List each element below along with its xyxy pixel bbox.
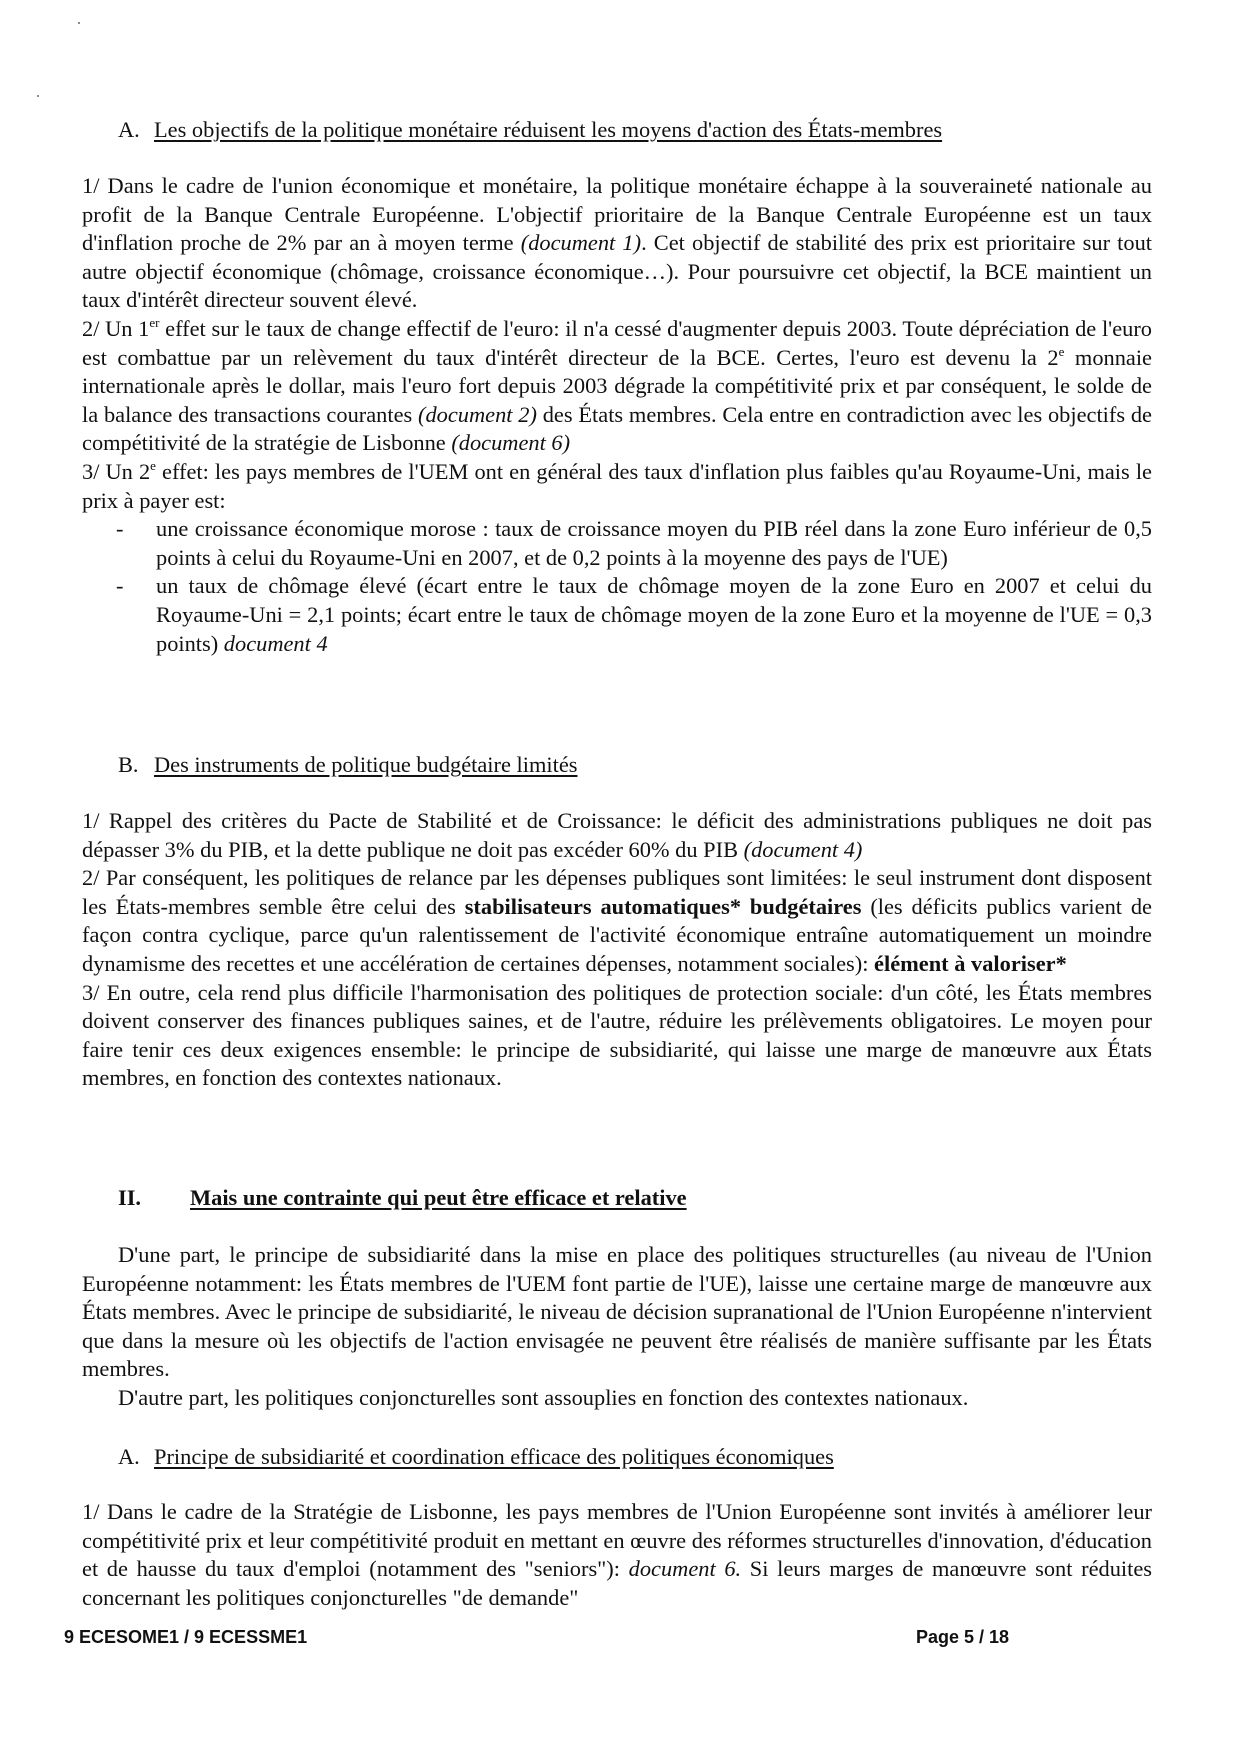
section-a-letter: A. (118, 117, 140, 142)
paragraph: 1/ Dans le cadre de l'union économique et monétaire, la politique monétaire échappe à la souveraineté nationale au profit de la Banque Centrale Européenne. L'objectif prioritaire de la Banque Centrale Européenne est un taux d'inflation proche de 2% par an à moyen terme (document 1). Cet objectif de stabilité des prix est prioritaire sur tout autre objectif économique (chômage, croissance économique…). Pour poursuivre cet objectif, la BCE maintient un taux d'intérêt directeur souvent élevé. (82, 173, 1152, 313)
emphasis: élément à valoriser* (874, 950, 1067, 976)
section-a-body (82, 172, 1152, 658)
section-ii-title: Mais une contrainte qui peut être efficace et relative (190, 1185, 687, 1210)
paragraph: 1/ Rappel des critères du Pacte de Stabilité et de Croissance: le déficit des administrations publiques ne doit pas dépasser 3% du PIB, et la dette publique ne doit pas excéder 60% du PIB (document 4) (82, 808, 1152, 862)
scan-speck (37, 95, 39, 97)
footer-exam-code: 9 ECESOME1 / 9 ECESSME1 (64, 1627, 308, 1647)
section-a-heading (118, 116, 1118, 145)
paragraph: 3/ En outre, cela rend plus difficile l'harmonisation des politiques de protection sociale: d'un côté, les États membres doivent conserver des finances publiques saines, et de l'autre, réduire les prélèvements obligatoires. Le moyen pour faire tenir ces deux exigences ensemble: le principe de subsidiarité, qui laisse une marge de manœuvre aux États membres, en fonction des contextes nationaux. (82, 979, 1152, 1091)
document-reference: (document 2) (418, 401, 537, 427)
section-b-heading (118, 751, 1118, 780)
paragraph: 2/ Par conséquent, les politiques de relance par les dépenses publiques sont limitées: le seul instrument dont disposent les États-membres semble être celui des stabilisateurs automatiques* budgétaires (les déficits publics varient de façon contra cyclique, parce qu'un ralentissement de l'activité économique entraîne automatiquement un moindre dynamisme des recettes et une accélération de certaines dépenses, notamment sociales): élément à valoriser* (82, 865, 1152, 976)
paragraph: D'autre part, les politiques conjoncturelles sont assouplies en fonction des contextes nationaux. (118, 1384, 969, 1410)
section-ii-intro (82, 1241, 1152, 1413)
document-reference: (document 6) (451, 430, 571, 456)
document-reference: document 6. (628, 1556, 742, 1582)
footer-page-number: Page 5 / 18 (916, 1627, 1010, 1647)
section-b-body (82, 807, 1152, 1093)
section-ii-heading (118, 1184, 1118, 1213)
paragraph: 1/ Dans le cadre de la Stratégie de Lisbonne, les pays membres de l'Union Européenne sont invités à améliorer leur compétitivité prix et leur compétitivité produit en mettant en œuvre des réformes structurelles d'innovation, d'éducation et de hausse du taux d'emploi (notamment des "seniors"): document 6. Si leurs marges de manœuvre sont réduites concernant les politiques conjoncturelles "de demande" (82, 1499, 1152, 1610)
paragraph: D'une part, le principe de subsidiarité dans la mise en place des politiques structurelles (au niveau de l'Union Européenne notamment: les États membres de l'UEM font partie de l'UE), laisse une certaine marge de manœuvre aux États membres. Avec le principe de subsidiarité, le niveau de décision supranational de l'Union Européenne n'intervient que dans la mesure où les objectifs de l'action envisagée ne peuvent être réalisés de manière suffisante par les États membres. (82, 1242, 1152, 1382)
section-iia-body (82, 1498, 1152, 1612)
bullet-list (82, 515, 1152, 658)
document-reference: (document 1) (520, 230, 642, 256)
section-a-title: Les objectifs de la politique monétaire réduisent les moyens d'action des États-membres (154, 117, 943, 142)
list-item: - un taux de chômage élevé (écart entre le taux de chômage moyen de la zone Euro en 2007 et celui du Royaume-Uni = 2,1 points; écart entre le taux de chômage moyen de la zone Euro et la moyenne de l'UE = 0,3 points) document 4 (82, 572, 1152, 658)
scan-speck (78, 22, 80, 24)
section-ii-number: II. (118, 1185, 142, 1210)
paragraph: 2/ Un 1er effet sur le taux de change effectif de l'euro: il n'a cessé d'augmenter depuis 2003. Toute dépréciation de l'euro est combattue par un relèvement du taux d'intérêt directeur de la BCE. Certes, l'euro est devenu la 2e monnaie internationale après le dollar, mais l'euro fort depuis 2003 dégrade la compétitivité prix et par conséquent, le solde de la balance des transactions courantes (document 2) des États membres. Cela entre en contradiction avec les objectifs de compétitivité de la stratégie de Lisbonne (document 6) (82, 314, 1152, 456)
paragraph: 3/ Un 2e effet: les pays membres de l'UEM ont en général des taux d'inflation plus faibles qu'au Royaume-Uni, mais le prix à payer est: (82, 457, 1152, 513)
emphasis: stabilisateurs automatiques* budgétaires (464, 893, 862, 919)
document-reference: (document 4) (743, 836, 863, 862)
list-item: - une croissance économique morose : taux de croissance moyen du PIB réel dans la zone Euro inférieur de 0,5 points à celui du Royaume-Uni en 2007, et de 0,2 points à la moyenne des pays de l'UE) (82, 515, 1152, 572)
section-iia-title: Principe de subsidiarité et coordination efficace des politiques économiques (154, 1444, 834, 1469)
section-b-letter: B. (118, 752, 139, 777)
section-iia-heading (118, 1443, 1118, 1472)
document-reference: document 4 (223, 630, 328, 656)
section-iia-letter: A. (118, 1444, 140, 1469)
section-b-title: Des instruments de politique budgétaire limités (154, 752, 578, 777)
